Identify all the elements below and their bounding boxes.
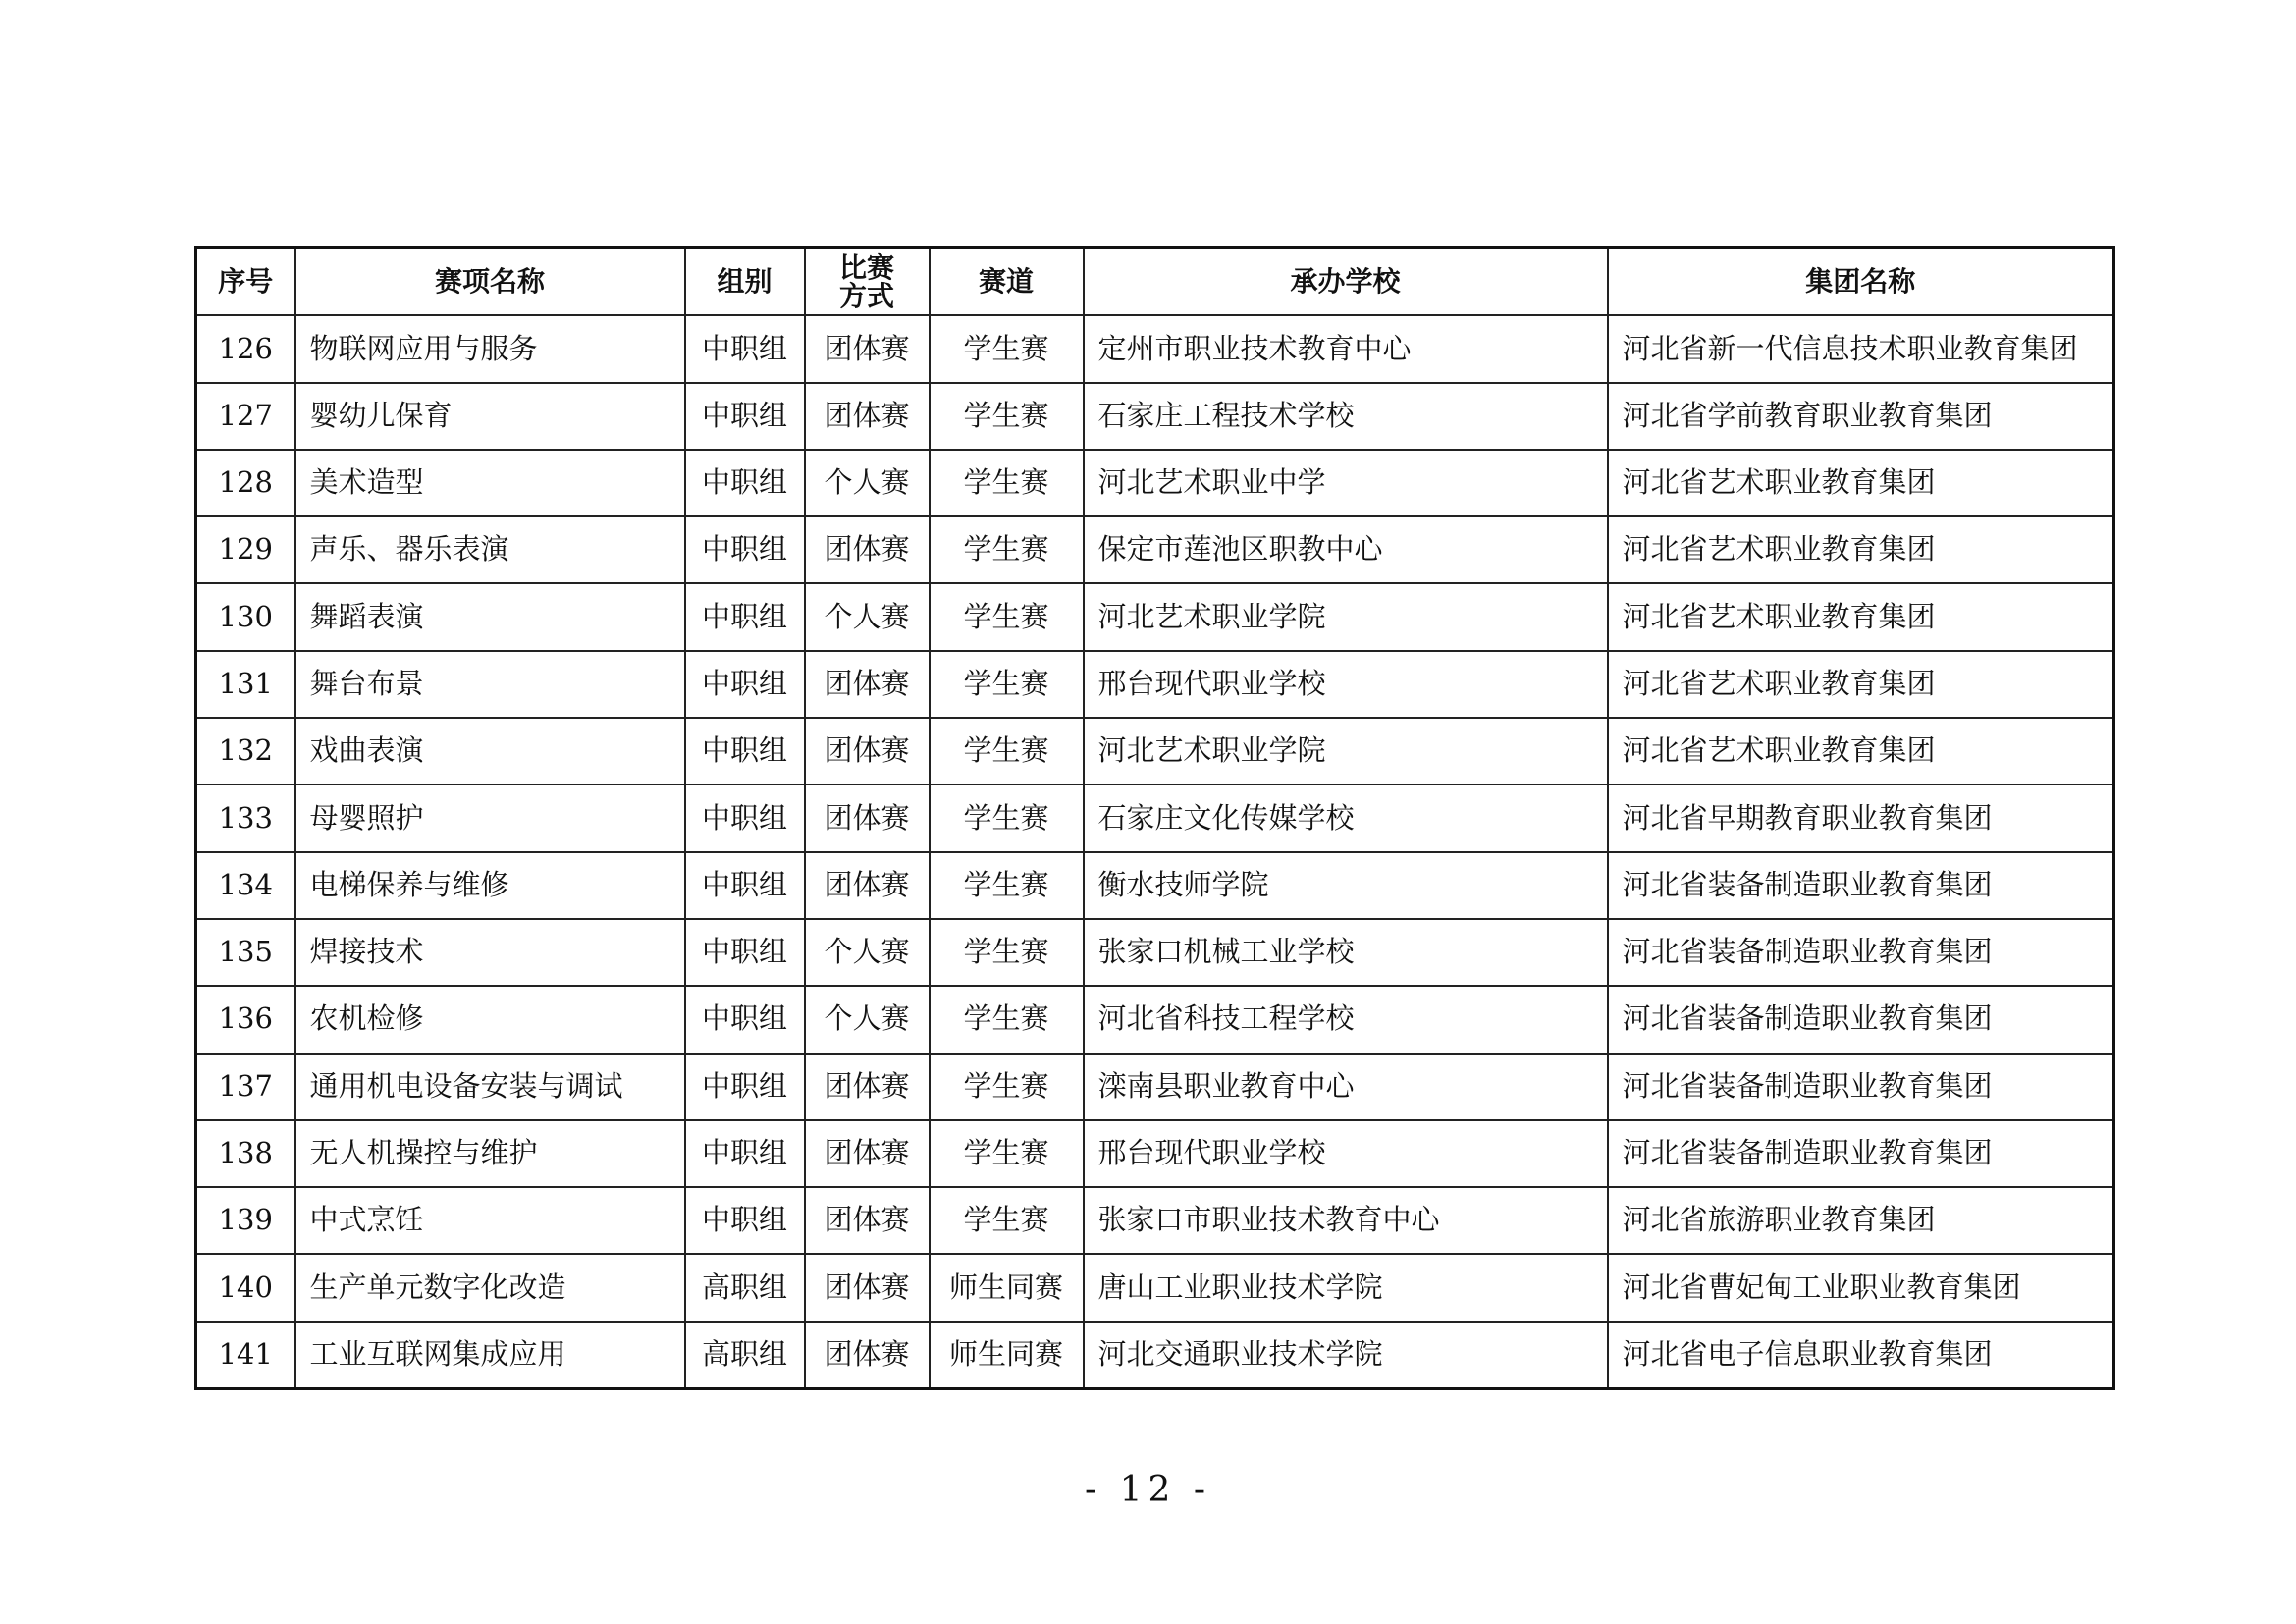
table-row [196, 1322, 2114, 1389]
cell-group: 中职组 [685, 583, 805, 650]
cell-format: 个人赛 [805, 583, 930, 650]
cell-host-school: 张家口市职业技术教育中心 [1084, 1187, 1608, 1254]
cell-consortium: 河北省装备制造职业教育集团 [1608, 919, 2114, 986]
cell-event-name: 声乐、器乐表演 [295, 516, 685, 583]
table-row [196, 1054, 2114, 1120]
table-header-row [196, 248, 2114, 316]
cell-event-name: 生产单元数字化改造 [295, 1254, 685, 1321]
header-group: 组别 [685, 248, 805, 316]
cell-host-school: 河北艺术职业学院 [1084, 583, 1608, 650]
cell-consortium: 河北省艺术职业教育集团 [1608, 651, 2114, 718]
cell-track: 学生赛 [930, 315, 1084, 382]
table-row [196, 852, 2114, 919]
cell-host-school: 定州市职业技术教育中心 [1084, 315, 1608, 382]
cell-event-name: 母婴照护 [295, 785, 685, 851]
table-body [196, 315, 2114, 1388]
cell-event-name: 无人机操控与维护 [295, 1120, 685, 1187]
cell-seq: 133 [196, 785, 295, 851]
cell-format: 团体赛 [805, 785, 930, 851]
cell-group: 中职组 [685, 718, 805, 785]
cell-group: 中职组 [685, 852, 805, 919]
cell-track: 学生赛 [930, 919, 1084, 986]
cell-host-school: 邢台现代职业学校 [1084, 651, 1608, 718]
cell-format: 团体赛 [805, 1322, 930, 1389]
cell-format: 团体赛 [805, 383, 930, 450]
table-row [196, 1254, 2114, 1321]
cell-host-school: 衡水技师学院 [1084, 852, 1608, 919]
cell-consortium: 河北省装备制造职业教育集团 [1608, 1054, 2114, 1120]
cell-track: 学生赛 [930, 1054, 1084, 1120]
cell-host-school: 唐山工业职业技术学院 [1084, 1254, 1608, 1321]
cell-group: 高职组 [685, 1322, 805, 1389]
table-row [196, 383, 2114, 450]
cell-track: 学生赛 [930, 583, 1084, 650]
cell-group: 中职组 [685, 516, 805, 583]
cell-track: 学生赛 [930, 651, 1084, 718]
cell-event-name: 电梯保养与维修 [295, 852, 685, 919]
cell-consortium: 河北省装备制造职业教育集团 [1608, 1120, 2114, 1187]
cell-event-name: 婴幼儿保育 [295, 383, 685, 450]
cell-track: 学生赛 [930, 516, 1084, 583]
cell-group: 高职组 [685, 1254, 805, 1321]
cell-group: 中职组 [685, 383, 805, 450]
cell-event-name: 中式烹饪 [295, 1187, 685, 1254]
cell-seq: 129 [196, 516, 295, 583]
cell-consortium: 河北省学前教育职业教育集团 [1608, 383, 2114, 450]
cell-track: 学生赛 [930, 1120, 1084, 1187]
cell-consortium: 河北省新一代信息技术职业教育集团 [1608, 315, 2114, 382]
cell-host-school: 河北艺术职业中学 [1084, 450, 1608, 516]
cell-event-name: 焊接技术 [295, 919, 685, 986]
header-format [805, 248, 930, 316]
cell-host-school: 河北交通职业技术学院 [1084, 1322, 1608, 1389]
cell-seq: 137 [196, 1054, 295, 1120]
table-row [196, 450, 2114, 516]
cell-consortium: 河北省早期教育职业教育集团 [1608, 785, 2114, 851]
cell-format: 团体赛 [805, 315, 930, 382]
cell-consortium: 河北省艺术职业教育集团 [1608, 583, 2114, 650]
cell-group: 中职组 [685, 1120, 805, 1187]
header-host-school: 承办学校 [1084, 248, 1608, 316]
cell-consortium: 河北省装备制造职业教育集团 [1608, 986, 2114, 1053]
cell-consortium: 河北省艺术职业教育集团 [1608, 450, 2114, 516]
cell-consortium: 河北省旅游职业教育集团 [1608, 1187, 2114, 1254]
header-format-line2: 方式 [838, 280, 894, 313]
cell-format: 个人赛 [805, 986, 930, 1053]
cell-seq: 126 [196, 315, 295, 382]
cell-seq: 138 [196, 1120, 295, 1187]
cell-event-name: 舞台布景 [295, 651, 685, 718]
cell-group: 中职组 [685, 1187, 805, 1254]
cell-track: 学生赛 [930, 785, 1084, 851]
cell-consortium: 河北省装备制造职业教育集团 [1608, 852, 2114, 919]
cell-track: 师生同赛 [930, 1254, 1084, 1321]
cell-group: 中职组 [685, 651, 805, 718]
cell-seq: 130 [196, 583, 295, 650]
cell-group: 中职组 [685, 785, 805, 851]
cell-event-name: 美术造型 [295, 450, 685, 516]
cell-event-name: 通用机电设备安装与调试 [295, 1054, 685, 1120]
header-format-line1: 比赛 [838, 250, 894, 284]
cell-format: 个人赛 [805, 919, 930, 986]
cell-track: 学生赛 [930, 986, 1084, 1053]
cell-seq: 140 [196, 1254, 295, 1321]
cell-track: 学生赛 [930, 852, 1084, 919]
table-row [196, 651, 2114, 718]
cell-track: 学生赛 [930, 450, 1084, 516]
cell-host-school: 石家庄文化传媒学校 [1084, 785, 1608, 851]
cell-group: 中职组 [685, 919, 805, 986]
cell-group: 中职组 [685, 450, 805, 516]
cell-group: 中职组 [685, 315, 805, 382]
cell-seq: 132 [196, 718, 295, 785]
cell-format: 团体赛 [805, 516, 930, 583]
cell-format: 团体赛 [805, 1120, 930, 1187]
header-track: 赛道 [930, 248, 1084, 316]
table-row [196, 785, 2114, 851]
cell-event-name: 工业互联网集成应用 [295, 1322, 685, 1389]
cell-seq: 136 [196, 986, 295, 1053]
cell-seq: 141 [196, 1322, 295, 1389]
cell-seq: 135 [196, 919, 295, 986]
cell-track: 学生赛 [930, 1187, 1084, 1254]
table-row [196, 1120, 2114, 1187]
cell-event-name: 舞蹈表演 [295, 583, 685, 650]
cell-consortium: 河北省艺术职业教育集团 [1608, 718, 2114, 785]
table-row [196, 583, 2114, 650]
cell-host-school: 石家庄工程技术学校 [1084, 383, 1608, 450]
cell-host-school: 保定市莲池区职教中心 [1084, 516, 1608, 583]
table-row [196, 718, 2114, 785]
cell-format: 团体赛 [805, 1054, 930, 1120]
header-consortium: 集团名称 [1608, 248, 2114, 316]
cell-consortium: 河北省艺术职业教育集团 [1608, 516, 2114, 583]
page-number: - 12 - [1084, 1470, 1212, 1510]
cell-format: 团体赛 [805, 651, 930, 718]
cell-host-school: 河北艺术职业学院 [1084, 718, 1608, 785]
competition-table [194, 246, 2115, 1390]
table-row [196, 986, 2114, 1053]
table-row [196, 516, 2114, 583]
table-row [196, 315, 2114, 382]
cell-event-name: 农机检修 [295, 986, 685, 1053]
cell-track: 师生同赛 [930, 1322, 1084, 1389]
header-event-name: 赛项名称 [295, 248, 685, 316]
cell-format: 团体赛 [805, 852, 930, 919]
cell-consortium: 河北省曹妃甸工业职业教育集团 [1608, 1254, 2114, 1321]
cell-track: 学生赛 [930, 718, 1084, 785]
cell-consortium: 河北省电子信息职业教育集团 [1608, 1322, 2114, 1389]
cell-seq: 128 [196, 450, 295, 516]
table-row [196, 1187, 2114, 1254]
cell-track: 学生赛 [930, 383, 1084, 450]
cell-group: 中职组 [685, 986, 805, 1053]
cell-format: 个人赛 [805, 450, 930, 516]
cell-host-school: 张家口机械工业学校 [1084, 919, 1608, 986]
cell-host-school: 邢台现代职业学校 [1084, 1120, 1608, 1187]
cell-host-school: 滦南县职业教育中心 [1084, 1054, 1608, 1120]
cell-group: 中职组 [685, 1054, 805, 1120]
cell-seq: 131 [196, 651, 295, 718]
cell-format: 团体赛 [805, 718, 930, 785]
table-row [196, 919, 2114, 986]
cell-seq: 134 [196, 852, 295, 919]
header-seq: 序号 [196, 248, 295, 316]
cell-format: 团体赛 [805, 1187, 930, 1254]
cell-seq: 127 [196, 383, 295, 450]
cell-seq: 139 [196, 1187, 295, 1254]
cell-event-name: 戏曲表演 [295, 718, 685, 785]
cell-format: 团体赛 [805, 1254, 930, 1321]
cell-host-school: 河北省科技工程学校 [1084, 986, 1608, 1053]
cell-event-name: 物联网应用与服务 [295, 315, 685, 382]
